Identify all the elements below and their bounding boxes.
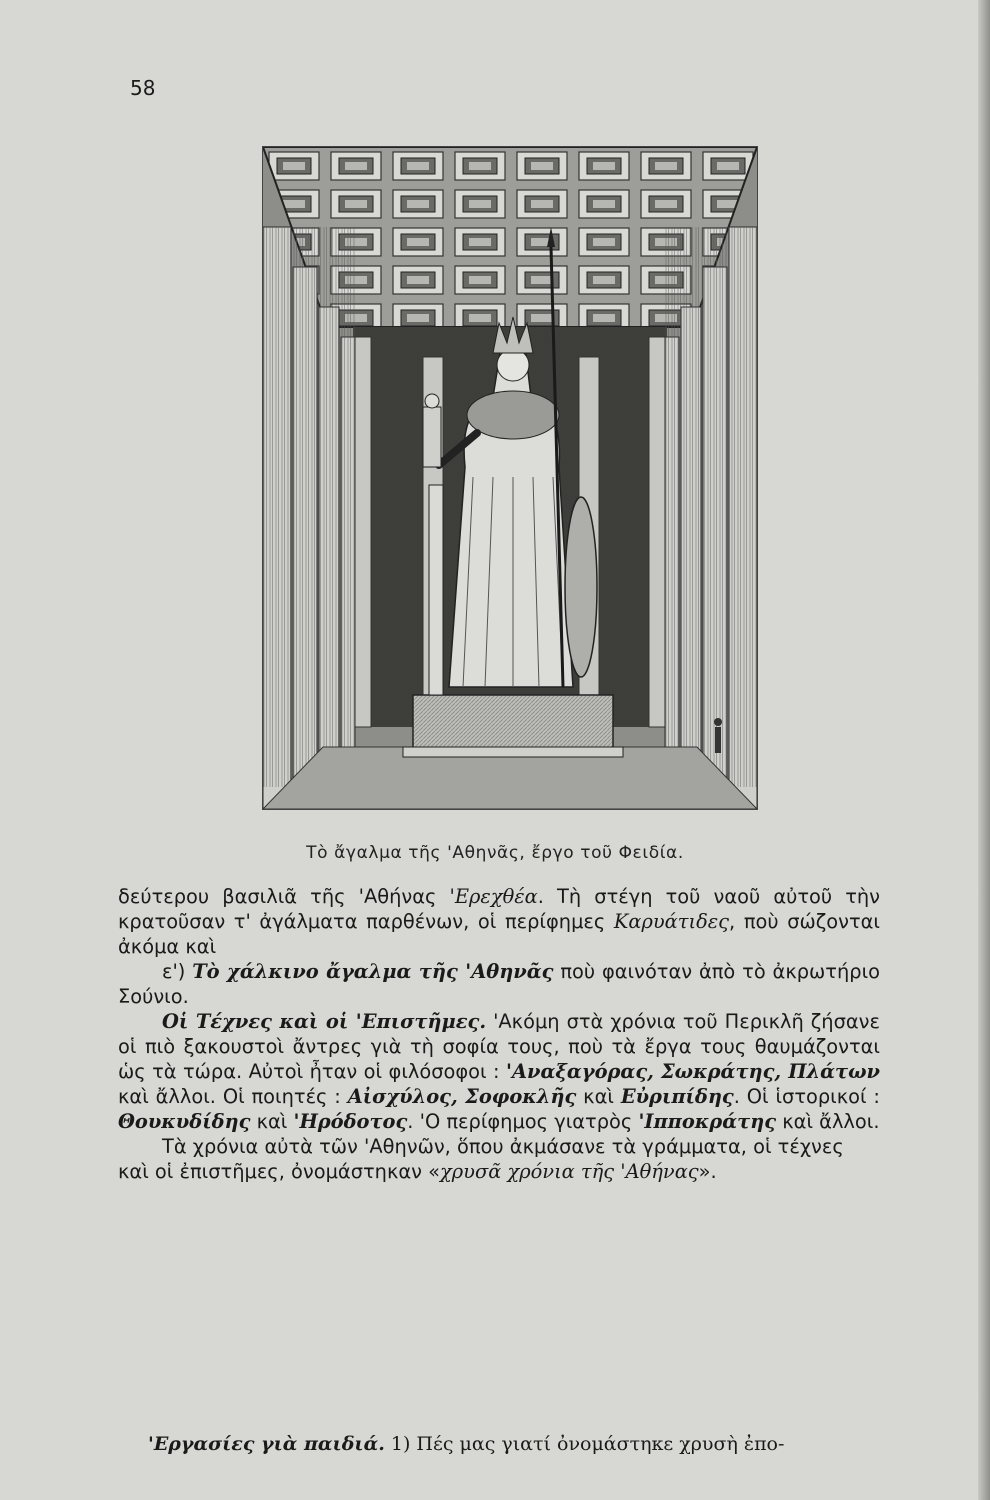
text-span: Τὰ χρόνια αὐτὰ τῶν 'Αθηνῶν, ὅπου ἀκμάσανε τὰ γράμματα, οἱ τέχνες καὶ οἱ ἐπιστῆμες, ὀνομάστηκαν « (118, 1135, 844, 1183)
text-span: . Οἱ ἱστορικοί : (733, 1085, 880, 1108)
figure-caption: Τὸ ἄγαλμα τῆς 'Αθηνᾶς, ἔργο τοῦ Φειδία. (306, 843, 684, 863)
text-span: 1) Πές μας γιατί ὀνομάστηκε χρυσὴ ἐπο- (384, 1433, 785, 1455)
bold-term: 'Ηρόδοτος (293, 1110, 408, 1133)
text-span: δεύτερου βασιλιᾶ τῆς 'Αθήνας (118, 885, 450, 908)
text-span: καὶ (250, 1110, 294, 1133)
italic-term: Καρυάτιδες (613, 910, 730, 933)
page-number: 58 (130, 76, 156, 100)
body-text-upper (118, 884, 880, 1184)
italic-term: 'Ερεχθέα (449, 885, 538, 908)
text-span: , ποὺ σώζονται ἀκόμα καὶ (118, 910, 880, 958)
bold-term: Εὐριπίδης (620, 1085, 734, 1108)
text-span: . Τὴ στέγη τοῦ ναοῦ αὐτοῦ τὴν κρατοῦσαν τ' ἀγάλματα παρθένων, οἱ περίφημες (118, 885, 881, 933)
bold-term: 'Ιπποκράτης (638, 1110, 777, 1133)
text-span: καὶ ἄλλοι. (776, 1110, 880, 1133)
exercises-line (148, 1432, 888, 1457)
text-span: καὶ (576, 1085, 621, 1108)
text-span: ποὺ φαινόταν ἀπὸ τὸ ἀκρωτήριο Σούνιο. (118, 960, 880, 1008)
paragraph-bronze-statue (118, 959, 880, 1009)
section-heading: Οἱ Τέχνες καὶ οἱ 'Επιστῆμες. (162, 1010, 487, 1033)
page-edge (978, 0, 990, 1500)
paragraph-golden-years (118, 1134, 880, 1184)
paragraph-arts-sciences (118, 1009, 880, 1134)
bold-term: Τὸ χάλκινο ἄγαλμα τῆς 'Αθηνᾶς (192, 960, 554, 983)
athena-statue-engraving (262, 146, 758, 810)
text-span: ε') (162, 960, 193, 983)
parthenon-interior-illustration (263, 147, 757, 809)
exercises-heading: 'Εργασίες γιὰ παιδιά. (148, 1433, 385, 1455)
italic-term: χρυσᾶ χρόνια τῆς 'Αθήνας (440, 1160, 699, 1183)
paragraph-erechtheion (118, 884, 880, 959)
bold-term: Θουκυδίδης (118, 1110, 251, 1133)
text-span: καὶ ἄλλοι. Οἱ ποιητές : (118, 1085, 348, 1108)
bold-term: Αἰσχύλος, Σοφοκλῆς (347, 1085, 577, 1108)
text-span: 'Ακόμη στὰ χρόνια τοῦ Περικλῆ ζήσανε οἱ πιὸ ξακουστοὶ ἄντρες γιὰ τὴ σοφία τους, ποὺ τὰ ἔργα τους θαυμάζονται ὡς τὰ τώρα. Αὐτοὶ ἦταν οἱ φιλόσοφοι : (118, 1010, 880, 1083)
text-span: . 'Ο περίφημος γιατρὸς (407, 1110, 639, 1133)
text-span: ». (698, 1160, 717, 1183)
bold-term: 'Αναξαγόρας, Σωκράτης, Πλάτων (506, 1060, 881, 1083)
